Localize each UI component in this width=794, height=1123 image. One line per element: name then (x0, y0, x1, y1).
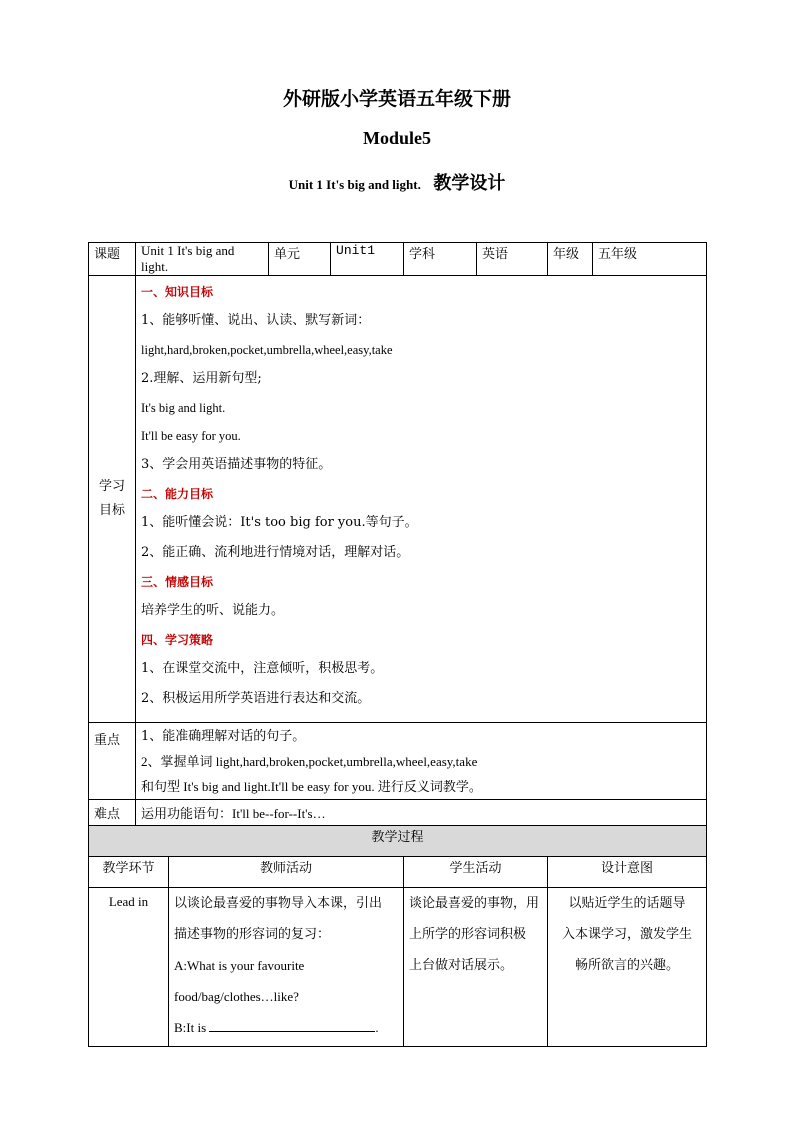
label-subject: 学科 (404, 243, 477, 276)
answer-blank (209, 1019, 375, 1032)
key-points-content (136, 723, 707, 800)
process-banner: 教学过程 (89, 826, 707, 857)
value-grade: 五年级 (593, 243, 707, 276)
process-intent: 以贴近学生的话题导 入本课学习，激发学生 畅所欲言的兴趣。 (548, 888, 707, 1047)
key-point-2: 2、掌握单词 light,hard,broken,pocket,umbrella,wheel,easy,take (141, 754, 478, 769)
process-header-intent: 设计意图 (548, 857, 707, 888)
process-teacher: 以谈论最喜爱的事物导入本课，引出 描述事物的形容词的复习： A:What is your favourite food/bag/clothes…like? B:It is . (169, 888, 404, 1047)
module-title: Module5 (362, 128, 431, 148)
label-difficult-points: 难点 (89, 800, 136, 826)
doc-title: 外研版小学英语五年级下册 (282, 88, 511, 110)
objectives-content (136, 276, 707, 723)
label-grade: 年级 (548, 243, 593, 276)
process-header-teacher: 教师活动 (169, 857, 404, 888)
objectives-list (141, 278, 701, 714)
key-point-3: 和句型 It's big and light.It'll be easy for you. 进行反义词教学。 (141, 779, 482, 794)
objective-line: 2.理解、运用新句型; (141, 371, 262, 386)
objective-heading: 一、知识目标 (141, 285, 214, 299)
objective-line: 2、能正确、流利地进行情境对话，理解对话。 (141, 545, 410, 560)
objective-line: 1、能够听懂、说出、认读、默写新词： (141, 313, 371, 328)
process-header-row (89, 857, 707, 888)
process-header-student: 学生活动 (404, 857, 548, 888)
label-topic: 课题 (89, 243, 136, 276)
process-row-lead-in (89, 888, 707, 1047)
lesson-plan-table (88, 242, 707, 1047)
objective-heading: 四、学习策略 (141, 633, 214, 647)
objective-line: It'll be easy for you. (141, 429, 241, 443)
objective-heading: 二、能力目标 (141, 487, 214, 501)
label-key-points: 重点 (89, 723, 136, 800)
key-point-1: 1、能准确理解对话的句子。 (141, 729, 306, 744)
value-topic: Unit 1 It's big and light. (136, 243, 269, 276)
unit-title (0, 169, 794, 195)
key-points-row (89, 723, 707, 800)
unit-title-cn: 教学设计 (433, 173, 506, 194)
objective-line: 1、能听懂会说：It's too big for you.等句子。 (141, 515, 418, 530)
objective-line: 1、在课堂交流中，注意倾听，积极思考。 (141, 661, 384, 676)
value-unit: Unit1 (331, 243, 404, 276)
objective-line: 2、积极运用所学英语进行表达和交流。 (141, 691, 371, 706)
objective-heading: 三、情感目标 (141, 575, 214, 589)
header-row (89, 243, 707, 276)
objective-line: 3、学会用英语描述事物的特征。 (141, 457, 332, 472)
process-student: 谈论最喜爱的事物，用 上所学的形容词积极 上台做对话展示。 (404, 888, 548, 1047)
label-objectives: 学习 目标 (89, 276, 136, 723)
difficult-points-content: 运用功能语句：It'll be--for--It's… (136, 800, 707, 826)
value-subject: 英语 (477, 243, 548, 276)
difficult-points-row (89, 800, 707, 826)
objective-line: 培养学生的听、说能力。 (141, 603, 285, 618)
process-header-stage: 教学环节 (89, 857, 169, 888)
objective-line: light,hard,broken,pocket,umbrella,wheel,easy,take (141, 343, 393, 357)
unit-title-en: Unit 1 It's big and light. (288, 177, 421, 192)
objectives-row (89, 276, 707, 723)
process-stage: Lead in (89, 888, 169, 1047)
objective-line: It's big and light. (141, 401, 226, 415)
process-banner-row (89, 826, 707, 857)
label-unit: 单元 (269, 243, 331, 276)
